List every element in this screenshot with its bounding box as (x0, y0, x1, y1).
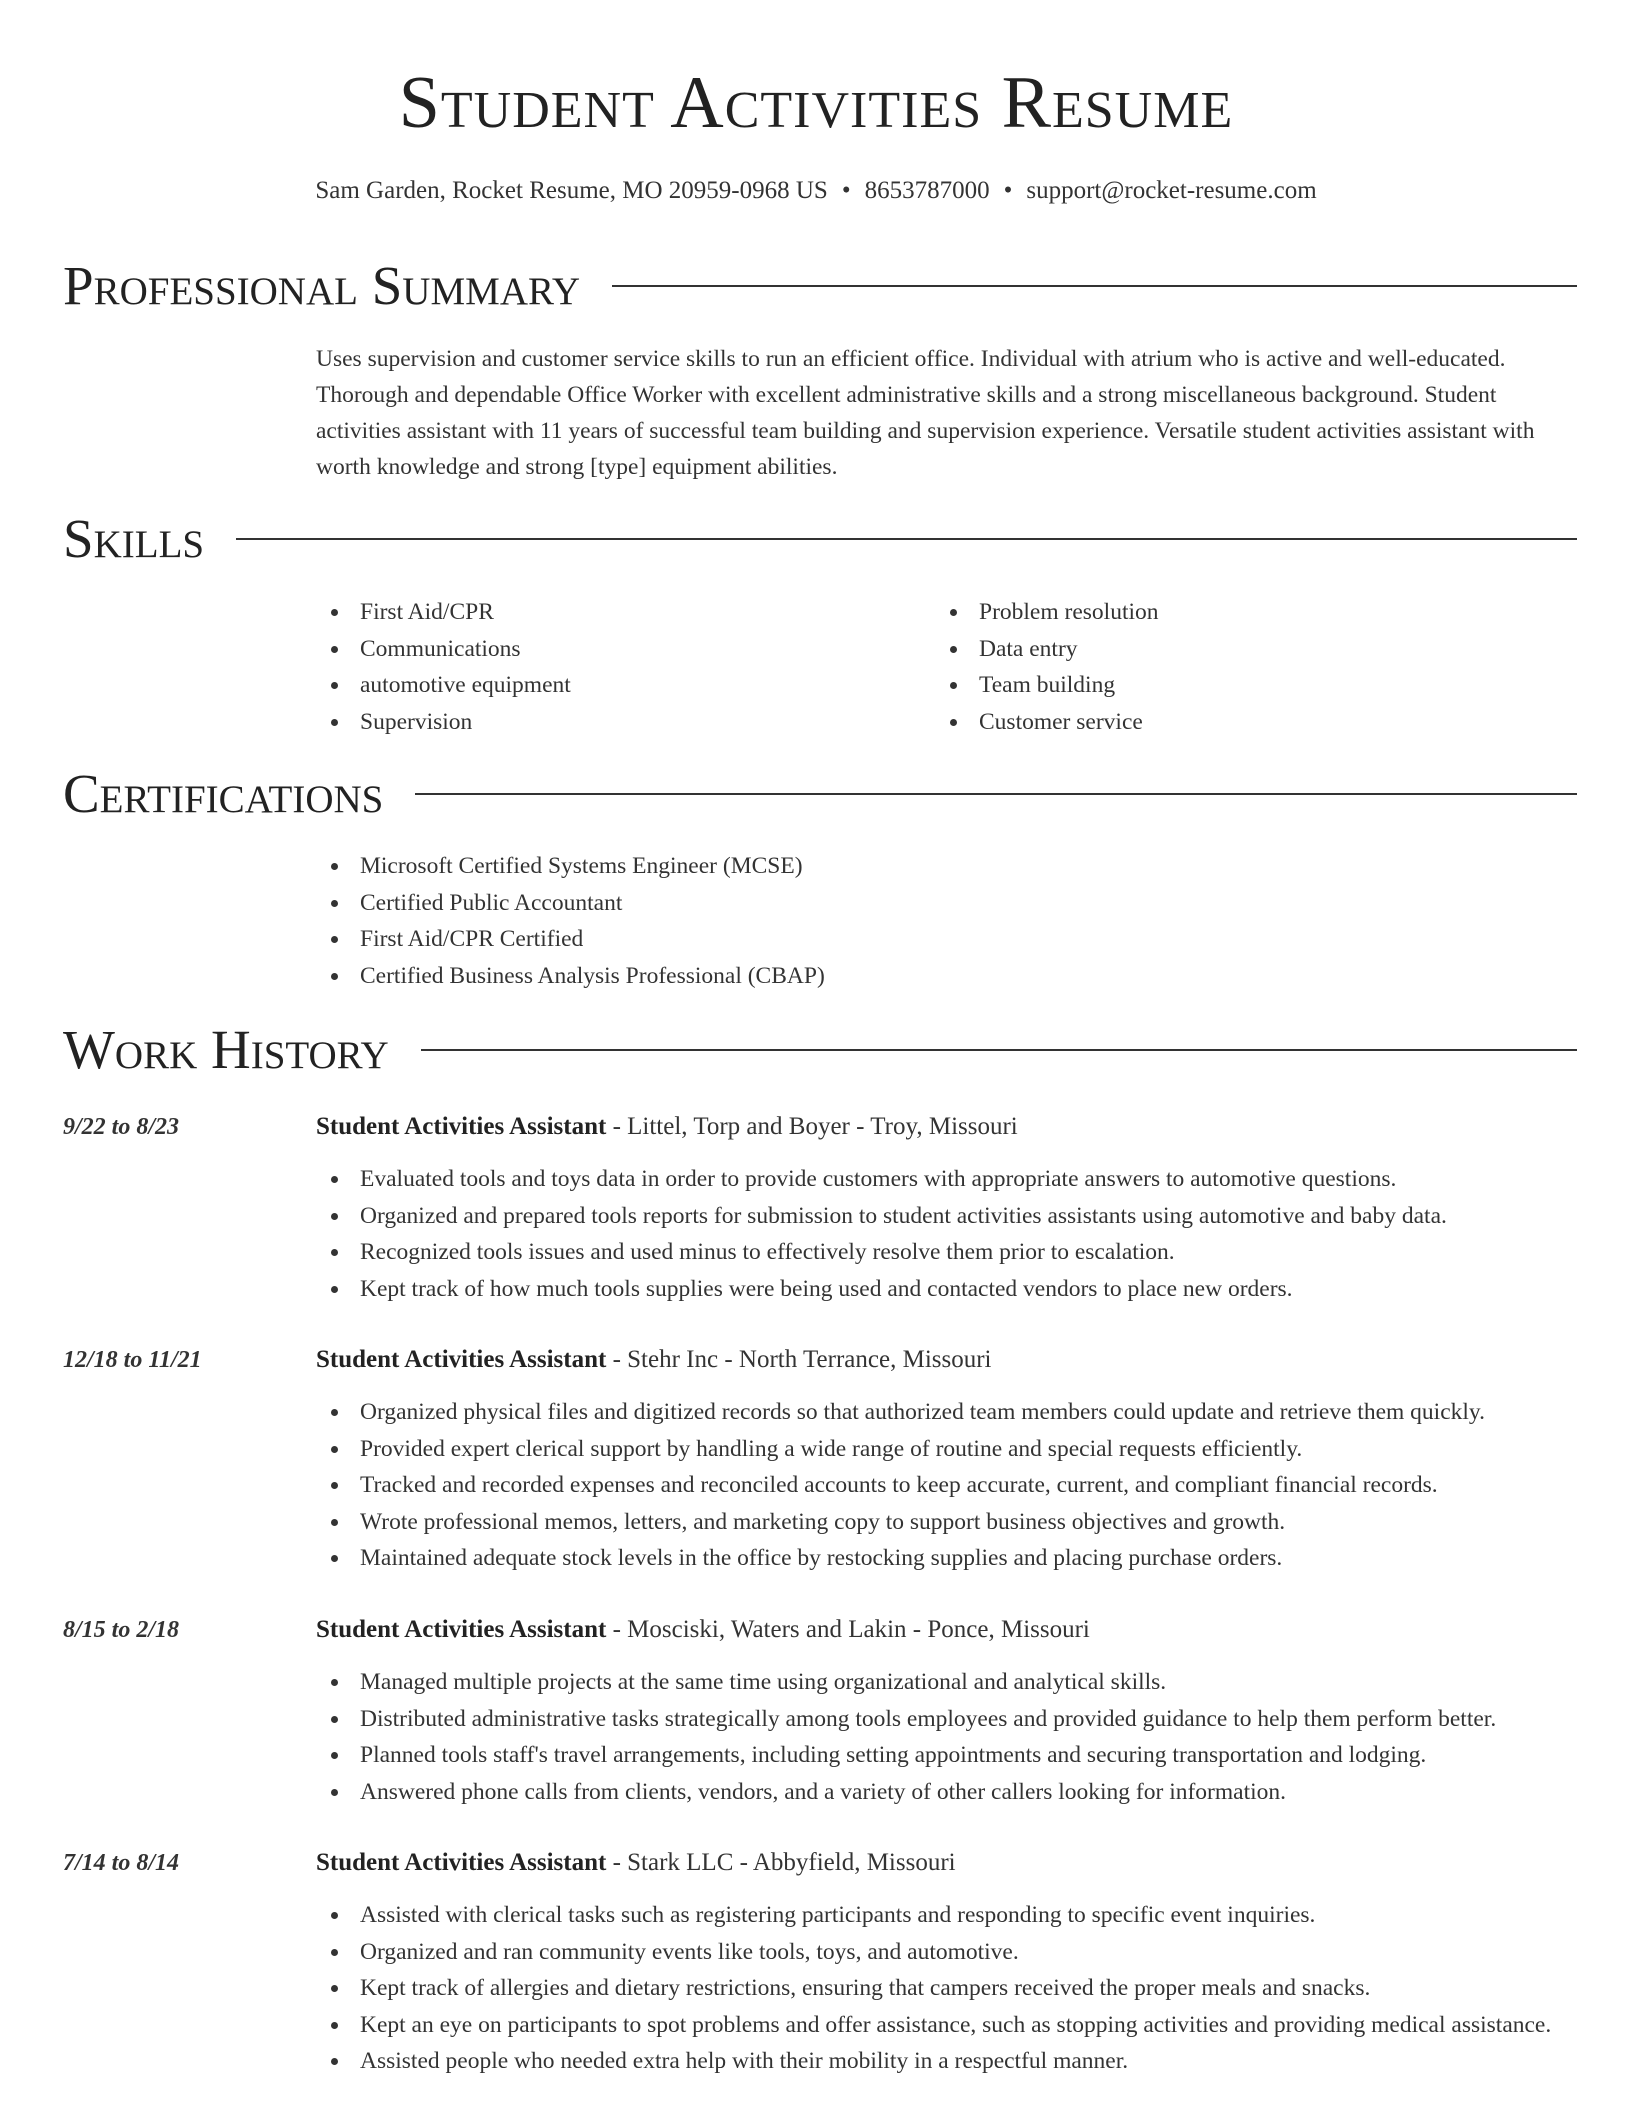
job-title: Student Activities Assistant (316, 1849, 607, 1876)
job-duty: Organized physical files and digitized records so that authorized team members could update and retrieve them quickly. (316, 1394, 1596, 1431)
job-duties-list (316, 1664, 1596, 1810)
work-history-section-header (63, 1018, 1577, 1082)
skill-item: Supervision (316, 704, 876, 741)
certification-item: First Aid/CPR Certified (316, 921, 1576, 958)
job-duty: Planned tools staff's travel arrangements, including setting appointments and securing transportation and lodging. (316, 1737, 1596, 1774)
job-duty: Wrote professional memos, letters, and marketing copy to support business objectives and growth. (316, 1504, 1596, 1541)
job-employer-location: - Stark LLC - Abbyfield, Missouri (606, 1849, 956, 1876)
skill-item: Problem resolution (935, 594, 1495, 631)
job-duty: Evaluated tools and toys data in order to provide customers with appropriate answers to automotive questions. (316, 1161, 1596, 1198)
job-title: Student Activities Assistant (316, 1113, 607, 1140)
certification-item: Certified Public Accountant (316, 885, 1576, 922)
job-duty: Managed multiple projects at the same time using organizational and analytical skills. (316, 1664, 1596, 1701)
skills-heading: Skills (63, 508, 205, 569)
contact-address: Sam Garden, Rocket Resume, MO 20959-0968 US (315, 177, 828, 204)
job-duty: Distributed administrative tasks strategically among tools employees and provided guidance to help them perform better. (316, 1701, 1596, 1738)
skill-item: Customer service (935, 704, 1495, 741)
skill-item: automotive equipment (316, 667, 876, 704)
job-duties-list (316, 1161, 1596, 1307)
section-rule (421, 1049, 1577, 1051)
skills-section-header (63, 507, 1577, 571)
job-duty: Recognized tools issues and used minus to effectively resolve them prior to escalation. (316, 1234, 1596, 1271)
skill-item: Team building (935, 667, 1495, 704)
certifications-list (316, 848, 1576, 994)
job-heading (316, 1845, 1576, 1881)
contact-separator: • (841, 177, 851, 204)
job-employer-location: - Littel, Torp and Boyer - Troy, Missouri (606, 1113, 1018, 1140)
job-title: Student Activities Assistant (316, 1346, 607, 1373)
summary-text: Uses supervision and customer service skills to run an efficient office. Individual with atrium who is active and well-educated. Thorough and dependable Office Worker with excellent administrative skills and a strong miscellaneous background. Student activities assistant with 11 years of successful team building and supervision experience. Versatile student activities assistant with worth knowledge and strong [type] equipment abilities. (316, 346, 1535, 480)
job-duty: Maintained adequate stock levels in the office by restocking supplies and placing purchase orders. (316, 1540, 1596, 1577)
resume-title: Student Activities Resume (398, 62, 1234, 144)
section-rule (415, 793, 1577, 795)
skills-list-right (935, 594, 1495, 740)
job-duty: Kept track of allergies and dietary restrictions, ensuring that campers received the proper meals and snacks. (316, 1970, 1576, 2007)
job-duties-list (316, 1897, 1576, 2080)
contact-line (0, 174, 1632, 208)
skill-item: Communications (316, 631, 876, 668)
certification-item: Microsoft Certified Systems Engineer (MCSE) (316, 848, 1576, 885)
job-dates: 12/18 to 11/21 (63, 1347, 202, 1373)
certification-item: Certified Business Analysis Professional (CBAP) (316, 958, 1576, 995)
section-rule (612, 285, 1577, 287)
contact-email: support@rocket-resume.com (1026, 177, 1317, 204)
summary-heading: Professional Summary (63, 255, 581, 316)
job-duty: Answered phone calls from clients, vendors, and a variety of other callers looking for information. (316, 1774, 1596, 1811)
job-duty: Organized and ran community events like tools, toys, and automotive. (316, 1934, 1576, 1971)
job-dates: 8/15 to 2/18 (63, 1617, 180, 1643)
job-duties-list (316, 1394, 1596, 1577)
contact-separator: • (1003, 177, 1013, 204)
job-duty: Assisted with clerical tasks such as registering participants and responding to specific event inquiries. (316, 1897, 1576, 1934)
job-duty: Tracked and recorded expenses and reconciled accounts to keep accurate, current, and compliant financial records. (316, 1467, 1596, 1504)
job-heading (316, 1612, 1576, 1648)
job-employer-location: - Mosciski, Waters and Lakin - Ponce, Missouri (606, 1616, 1090, 1643)
job-dates: 9/22 to 8/23 (63, 1114, 180, 1140)
job-duty: Provided expert clerical support by handling a wide range of routine and special requests efficiently. (316, 1431, 1596, 1468)
summary-section-header (63, 254, 1577, 318)
job-dates: 7/14 to 8/14 (63, 1850, 180, 1876)
job-title: Student Activities Assistant (316, 1616, 607, 1643)
job-heading (316, 1109, 1576, 1145)
skill-item: Data entry (935, 631, 1495, 668)
certifications-section-header (63, 762, 1577, 826)
job-heading (316, 1342, 1576, 1378)
job-duty: Assisted people who needed extra help with their mobility in a respectful manner. (316, 2043, 1576, 2080)
job-duty: Kept an eye on participants to spot problems and offer assistance, such as stopping activities and providing medical assistance. (316, 2007, 1576, 2044)
section-rule (236, 538, 1577, 540)
job-employer-location: - Stehr Inc - North Terrance, Missouri (606, 1346, 992, 1373)
work-history-heading: Work History (63, 1019, 389, 1080)
certifications-heading: Certifications (63, 763, 384, 824)
contact-phone: 8653787000 (864, 177, 990, 204)
job-duty: Organized and prepared tools reports for submission to student activities assistants using automotive and baby data. (316, 1198, 1596, 1235)
job-duty: Kept track of how much tools supplies were being used and contacted vendors to place new orders. (316, 1271, 1596, 1308)
skill-item: First Aid/CPR (316, 594, 876, 631)
skills-list-left (316, 594, 876, 740)
